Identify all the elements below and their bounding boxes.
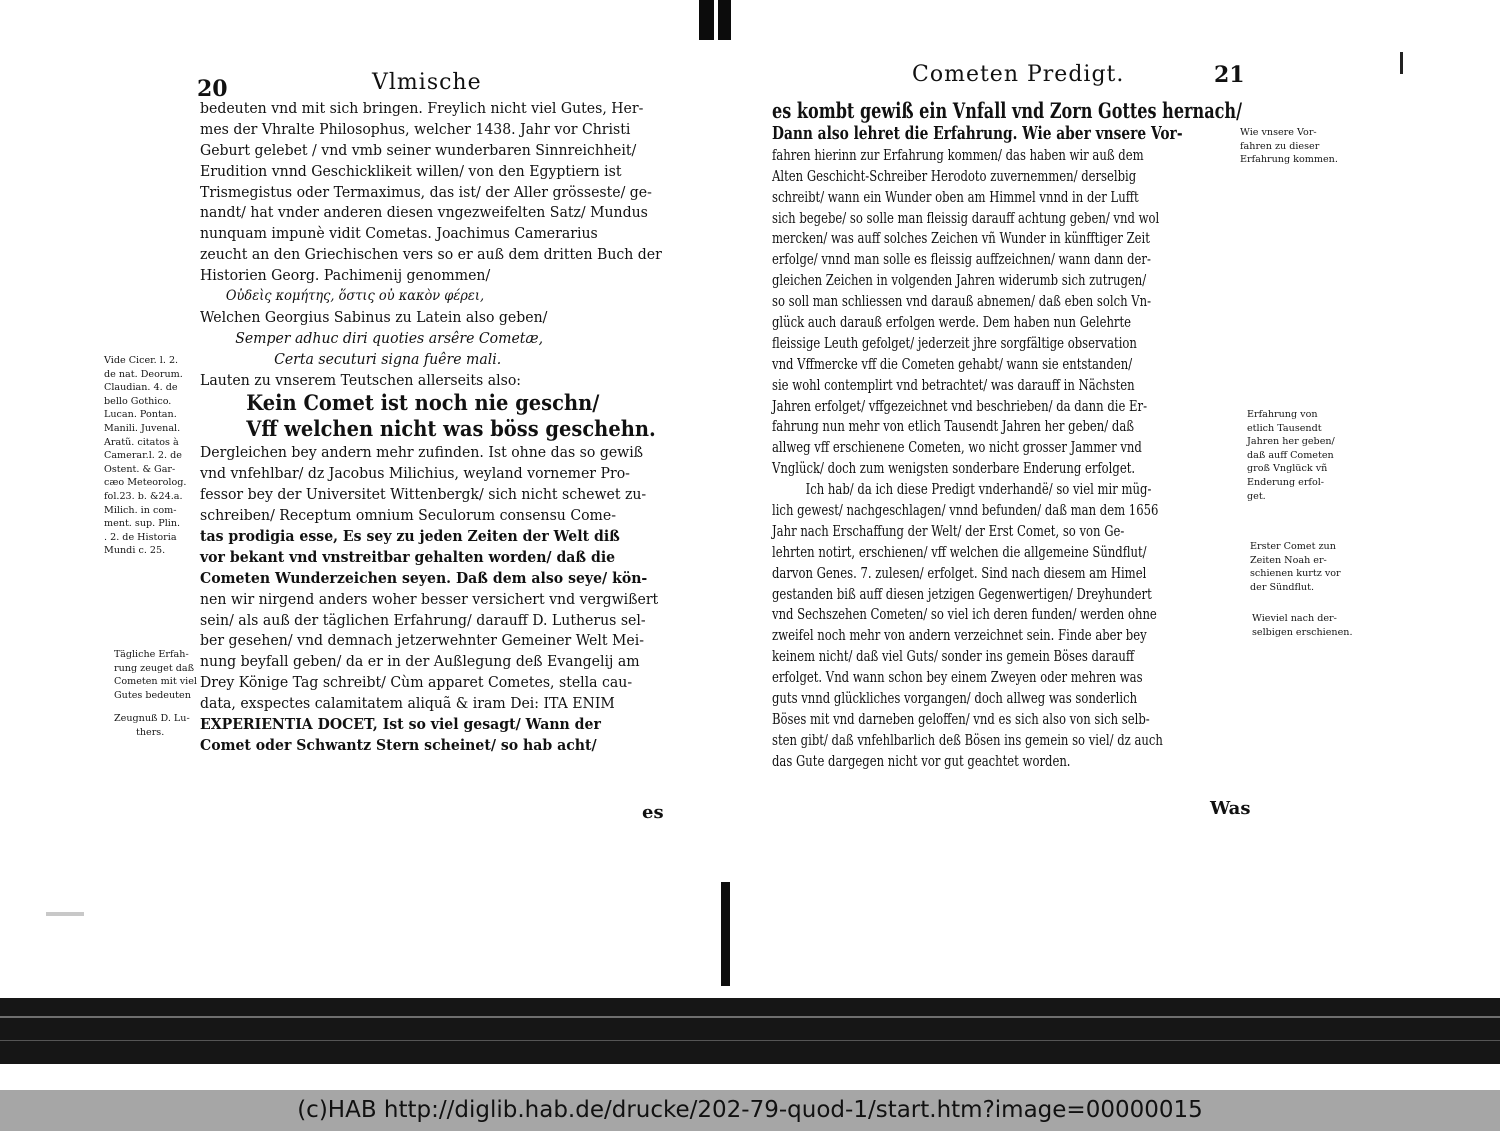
right-margin-note-first-comet	[1250, 540, 1341, 594]
text-line: Alten Geschicht-Schreiber Herodoto zuvernemmen/ derselbig	[772, 166, 1137, 185]
margin-line: Milich. in com-	[104, 504, 177, 516]
text-line: vnd vnfehlbar/ dz Jacobus Milichius, weyland vornemer Pro-	[200, 464, 630, 483]
text-line: data, exspectes calamitatem aliquã & iram Dei: ITA ENIM	[200, 694, 615, 713]
text-line: EXPERIENTIA DOCET, Ist so viel gesagt/ Wann der	[200, 715, 601, 734]
text-line: Cometen Wunderzeichen seyen. Daß dem also seye/ kön-	[200, 568, 648, 587]
text-line: gleichen Zeichen in volgenden Jahren widerumb sich zutrugen/	[772, 271, 1147, 290]
text-line: schreibt/ wann ein Wunder oben am Himmel vnnd in der Lufft	[772, 187, 1139, 206]
german-verse-line: Kein Comet ist noch nie geschn/	[246, 390, 600, 416]
margin-line: Jahren her geben/	[1247, 436, 1335, 448]
margin-line: Aratũ. citatos à	[104, 436, 179, 448]
text-line: nen wir nirgend anders woher besser versichert vnd vergwißert	[200, 589, 659, 608]
right-margin-note-experience	[1247, 408, 1335, 503]
text-line: das Gute dargegen nicht vor gut geachtet worden.	[772, 751, 1071, 770]
margin-line: Erster Comet zun	[1250, 541, 1336, 552]
text-line: nandt/ hat vnder anderen diesen vngezweifelten Satz/ Mundus	[200, 203, 648, 222]
gutter-shadow-bottom	[721, 882, 730, 986]
left-catchword: es	[642, 802, 664, 823]
margin-line: Enderung erfol-	[1247, 476, 1325, 488]
text-line: fahren hierinn zur Erfahrung kommen/ das haben wir auß dem	[772, 145, 1144, 164]
text-line: Jahren erfolget/ vffgezeichnet vnd beschrieben/ da dann die Er-	[772, 396, 1148, 415]
text-line: sich begebe/ so solle man fleissig darauff achtung geben/ vnd wol	[772, 208, 1160, 227]
text-line: lich gewest/ nachgeschlagen/ vnnd befunden/ daß man dem 1656	[772, 501, 1159, 520]
latin-verse-line: Certa secuturi signa fuêre mali.	[274, 349, 502, 368]
margin-line: get.	[1247, 490, 1266, 502]
copyright-footer: (c)HAB http://diglib.hab.de/drucke/202-79-quod-1/start.htm?image=00000015	[0, 1090, 1500, 1131]
margin-line: etlich Tausendt	[1247, 422, 1322, 434]
text-line: Drey Könige Tag schreibt/ Cùm apparet Cometes, stella cau-	[200, 673, 633, 692]
text-line: darvon Genes. 7. zulesen/ erfolget. Sind nach diesem am Himel	[772, 563, 1147, 582]
margin-line: fahren zu dieser	[1240, 140, 1320, 152]
text-line: mes der Vhralte Philosophus, welcher 1438. Jahr vor Christi	[200, 119, 631, 138]
margin-line: groß Vnglück vñ	[1247, 463, 1328, 475]
text-line: glück auch darauß erfolgen werde. Dem haben nun Gelehrte	[772, 313, 1132, 332]
margin-line: de nat. Deorum.	[104, 368, 183, 380]
text-line: fessor bey der Universitet Wittenbergk/ sich nicht schewet zu-	[200, 485, 647, 504]
footer-spacer	[0, 1064, 1500, 1090]
text-line: zweifel noch mehr von andern verzeichnet sein. Finde aber bey	[772, 626, 1147, 645]
text-line: vor bekant vnd vnstreitbar gehalten worden/ daß die	[200, 547, 616, 566]
margin-line: Wie vnsere Vor-	[1240, 127, 1317, 138]
margin-line: Gutes bedeuten	[114, 689, 191, 701]
text-line: erfolge/ vnnd man solle es fleissig auffzeichnen/ wann dann der-	[772, 250, 1151, 269]
text-line: keinem nicht/ daß viel Guts/ sonder ins gemein Böses darauff	[772, 647, 1135, 666]
margin-line: daß auff Cometen	[1247, 449, 1334, 461]
text-line: lehrten notirt, erschienen/ vff welchen die allgemeine Sündflut/	[772, 542, 1147, 561]
margin-line: schienen kurtz vor	[1250, 568, 1341, 580]
text-line: gestanden biß auff diesen jetzigen Gegenwertigen/ Dreyhundert	[772, 584, 1152, 603]
text-line: Jahr nach Erschaffung der Welt/ der Erst Comet, so von Ge-	[772, 521, 1125, 540]
scan-bottom-edge	[0, 998, 1500, 1064]
margin-line: selbigen erschienen.	[1252, 626, 1353, 638]
left-margin-note-sources	[104, 354, 186, 558]
text-line: Historien Georg. Pachimenij genommen/	[200, 266, 491, 285]
text-line: fahrung nun mehr von etlich Tausendt Jahren her geben/ daß	[772, 417, 1135, 436]
german-verse-line: Vff welchen nicht was böss geschehn.	[246, 416, 656, 442]
margin-line: Tägliche Erfah-	[114, 649, 189, 660]
text-line: Dann also lehret die Erfahrung. Wie aber vnsere Vor-	[772, 123, 1183, 144]
margin-line: Claudian. 4. de	[104, 382, 178, 394]
text-line: Ich hab/ da ich diese Predigt vnderhandë/ so viel mir müg-	[805, 480, 1152, 499]
margin-line: rung zeuget daß	[114, 662, 195, 674]
text-line: Geburt gelebet / vnd vmb seiner wunderbaren Sinnreichheit/	[200, 140, 637, 159]
margin-line: cæo Meteorolog.	[104, 477, 187, 489]
right-margin-note-count	[1252, 612, 1353, 639]
text-line: Lauten zu vnserem Teutschen allerseits also:	[200, 370, 522, 389]
page-edge-mark	[1400, 52, 1403, 74]
text-line: nunquam impunè vidit Cometas. Joachimus Camerarius	[200, 224, 598, 243]
text-line: Dergleichen bey andern mehr zufinden. Ist ohne das so gewiß	[200, 443, 644, 462]
margin-line: thers.	[136, 726, 165, 738]
margin-line: . 2. de Historia	[104, 531, 177, 543]
scan-edge-stripe	[0, 1040, 1500, 1041]
text-line: guts vnnd glückliches vorgangen/ doch allweg was sonderlich	[772, 689, 1138, 708]
text-line: mercken/ was auff solches Zeichen vñ Wunder in künfftiger Zeit	[772, 229, 1150, 248]
text-line: zeucht an den Griechischen vers so er auß dem dritten Buch der	[200, 245, 662, 264]
text-line: Trismegistus oder Termaximus, das ist/ der Aller grösseste/ ge-	[200, 182, 652, 201]
text-line: bedeuten vnd mit sich bringen. Freylich nicht viel Gutes, Her-	[200, 99, 644, 117]
left-page-number: 20	[197, 76, 228, 102]
text-line: tas prodigia esse, Es sey zu jeden Zeiten der Welt diß	[200, 527, 620, 546]
left-margin-note-experience	[114, 648, 197, 740]
right-running-head: Cometen Predigt.	[912, 62, 1125, 87]
page-smudge	[46, 912, 84, 916]
margin-line: Ostent. & Gar-	[104, 463, 176, 475]
margin-line: Lucan. Pontan.	[104, 409, 177, 421]
gutter-gap	[714, 0, 718, 40]
greek-verse: Οὐδεὶς κομήτης, ὅστις οὐ κακὸν φέρει,	[225, 288, 485, 305]
margin-line: Camerar.l. 2. de	[104, 450, 182, 462]
margin-line: Mundi c. 25.	[104, 545, 166, 557]
margin-line: Erfahrung von	[1247, 409, 1318, 420]
text-line: Erudition vnnd Geschicklikeit willen/ von den Egyptiern ist	[200, 161, 622, 180]
text-line: Comet oder Schwantz Stern scheinet/ so hab acht/	[200, 735, 597, 754]
margin-line: Vide Cicer. l. 2.	[104, 355, 179, 366]
margin-line: der Sündflut.	[1250, 581, 1315, 593]
margin-line: ment. sup. Plin.	[104, 518, 181, 530]
text-line: allweg vff erschienene Cometen, wo nicht grosser Jammer vnd	[772, 438, 1142, 457]
right-margin-note-forefathers	[1240, 126, 1338, 167]
left-running-head: Vlmische	[372, 70, 482, 95]
margin-line: Wieviel nach der-	[1252, 613, 1337, 624]
margin-line: fol.23. b. &24.a.	[104, 490, 183, 502]
text-line: es kombt gewiß ein Vnfall vnd Zorn Gottes hernach/	[772, 98, 1242, 123]
text-line: so soll man schliessen vnd darauß abnemen/ daß eben solch Vn-	[772, 292, 1152, 311]
margin-line: Manili. Juvenal.	[104, 422, 181, 434]
text-line: vnd Vffmercke vff die Cometen gehabt/ wann sie entstanden/	[772, 354, 1133, 373]
text-line: nung beyfall geben/ da er in der Außlegung deß Evangelij am	[200, 652, 640, 671]
margin-line: Cometen mit viel	[114, 676, 197, 688]
margin-line: bello Gothico.	[104, 395, 172, 407]
right-catchword: Was	[1210, 798, 1251, 819]
right-page-number: 21	[1214, 62, 1245, 88]
text-line: schreiben/ Receptum omnium Seculorum consensu Come-	[200, 506, 616, 525]
margin-line: Erfahrung kommen.	[1240, 154, 1338, 166]
latin-verse-line: Semper adhuc diri quoties arsêre Cometæ,	[235, 328, 544, 347]
text-line: sein/ als auß der täglichen Erfahrung/ darauff D. Lutherus sel-	[200, 610, 646, 629]
text-line: ber gesehen/ vnd demnach jetzerwehnter Gemeiner Welt Mei-	[200, 631, 644, 650]
text-line: Welchen Georgius Sabinus zu Latein also geben/	[200, 307, 548, 326]
text-line: sie wohl contemplirt vnd betrachtet/ was darauff in Nächsten	[772, 375, 1135, 394]
text-line: fleissige Leuth gefolget/ jederzeit jhre sorgfältige observation	[772, 333, 1137, 352]
left-page-text	[200, 98, 699, 756]
text-line: Böses mit vnd darneben geloffen/ vnd es sich also von sich selb-	[772, 709, 1150, 728]
text-line: vnd Sechszehen Cometen/ so viel ich deren funden/ werden ohne	[772, 605, 1157, 624]
margin-line: Zeiten Noah er-	[1250, 554, 1327, 566]
text-line: sten gibt/ daß vnfehlbarlich deß Bösen ins gemein so viel/ dz auch	[772, 730, 1163, 749]
text-line: Vnglück/ doch zum wenigsten sonderbare Enderung erfolget.	[772, 459, 1136, 478]
text-line: erfolget. Vnd wann schon bey einem Zweyen oder mehren was	[772, 668, 1143, 687]
scan-edge-stripe	[0, 1016, 1500, 1018]
margin-line: Zeugnuß D. Lu-	[114, 713, 190, 725]
